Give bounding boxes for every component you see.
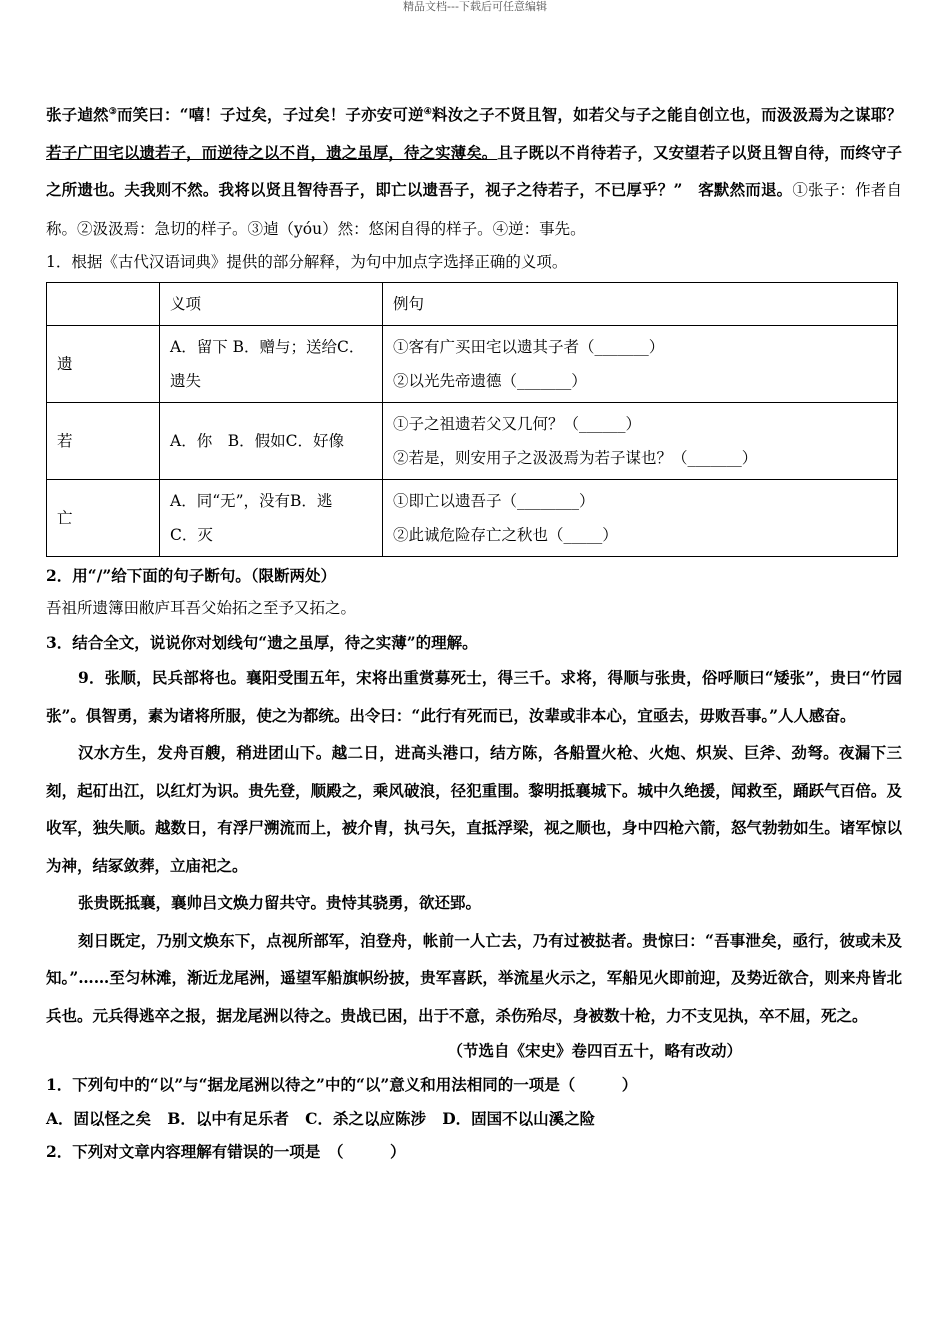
dotted-char: 以 xyxy=(363,1108,380,1128)
document-body xyxy=(46,96,902,1169)
mc-question-2: 2．下列对文章内容理解有错误的一项是 （ ） xyxy=(46,1142,406,1161)
dotted-char: 以 xyxy=(195,1108,212,1128)
option-text: 中有足乐者 xyxy=(211,1108,289,1128)
dotted-char: 以 xyxy=(517,1108,534,1128)
question-3: 3．结合全文，说说你对划线句“遗之虽厚，待之实薄”的理解。 xyxy=(46,632,478,652)
meanings-cell: A．同“无”，没有B．逃 C．灭 xyxy=(160,479,383,556)
table-header-cell xyxy=(47,282,160,325)
examples-cell xyxy=(383,479,898,556)
headword-cell: 若 xyxy=(47,402,160,479)
passage-text: 而笑曰：“嘻！子过矣，子过矣！子亦安可逆 xyxy=(116,105,424,124)
dotted-char: 以 xyxy=(89,1108,105,1128)
example-sentence: ②以光先帝遗德（_______） xyxy=(393,371,587,390)
dictionary-table xyxy=(46,282,898,557)
option-text: 应陈涉 xyxy=(379,1108,426,1128)
table-row xyxy=(47,325,898,402)
passage-text: 且子既以不肖待若子，又安望若子以贤且智自待，而终守子之所遗也。夫我则不然。我将以贤且智待吾子，即亡以遗吾子，视子之待若子，不已厚乎？” 客默然而退。 xyxy=(46,142,902,199)
meanings-cell: A．留下 B．赠与；送给C．遗失 xyxy=(160,325,383,402)
table-header-cell: 义项 xyxy=(160,282,383,325)
option-c xyxy=(305,1109,426,1128)
example-sentence: ②若是，则安用子之汲汲焉为若子谋也？（_______） xyxy=(393,448,758,467)
passage-text: 料汝之子不贤且智，如若父与子之能自创立也，而汲汲焉为之谋耶？ xyxy=(432,105,902,124)
option-text: 山溪之险 xyxy=(533,1108,596,1128)
examples-cell xyxy=(383,402,898,479)
passage-1 xyxy=(46,96,902,248)
passage-2-para-1: 9．张顺，民兵部将也。襄阳受围五年，宋将出重赏募死士，得三千。求将，得顺与张贵，俗呼顺曰“矮张”，贵曰“竹园张”。俱智勇，素为诸将所服，使之为都统。出令曰：“此行有死而已，汝辈或非本心，宜亟去，毋败吾事。”人人感奋。 xyxy=(46,668,902,725)
page-header: 精品文档---下载后可任意编辑 xyxy=(403,0,547,13)
example-sentence: ①子之祖遗若父又几何？（______） xyxy=(393,414,642,433)
table-row xyxy=(47,402,898,479)
option-text: 怪之矣 xyxy=(104,1108,152,1128)
passage-source: （节选自《宋史》卷四百五十，略有改动） xyxy=(447,1041,742,1060)
option-text: C．杀之 xyxy=(305,1108,364,1128)
underlined-sentence: 若子广田宅以遗若子，而逆待之以不肖，遗之虽厚，待之实薄矣。 xyxy=(46,142,498,162)
footnote-marker: ③ xyxy=(108,106,117,117)
headword-cell: 亡 xyxy=(47,479,160,556)
meanings-cell: A．你 B．假如C．好像 xyxy=(160,402,383,479)
table-header-cell: 例句 xyxy=(383,282,898,325)
option-text: A．固 xyxy=(46,1108,90,1128)
option-a xyxy=(46,1109,151,1128)
passage-2-para-3: 张贵既抵襄，襄帅吕文焕力留共守。贵恃其骁勇，欲还郢。 xyxy=(78,893,482,912)
option-text: D．固国不 xyxy=(442,1108,518,1128)
footnotes: ①张子：作者自称。②汲汲焉：急切的样子。③逌（yóu）然：悠闲自得的样子。④逆：事先。 xyxy=(46,181,902,238)
mc-options xyxy=(46,1102,902,1136)
question-2-sentence: 吾祖所遗簿田敝庐耳吾父始拓之至予又拓之。 xyxy=(46,599,357,617)
option-d xyxy=(442,1109,595,1128)
example-sentence: ①即亡以遗吾子（________） xyxy=(393,491,595,510)
passage-2-para-2: 汉水方生，发舟百艘，稍进团山下。越二日，进高头港口，结方陈，各船置火枪、火炮、炽炭、巨斧、劲弩。夜漏下三刻，起矴出江，以红灯为识。贵先登，顺殿之，乘风破浪，径犯重围。黎明抵襄城下。城中久绝援，闻救至，踊跃气百倍。及收军，独失顺。越数日，有浮尸溯流而上，被介胄，执弓矢，直抵浮梁，视之顺也，身中四枪六箭，怒气勃勃如生。诸军惊以为神，结冢敛葬，立庙祀之。 xyxy=(46,743,902,875)
passage-2-para-4: 刻日既定，乃别文焕东下，点视所部军，洎登舟，帐前一人亡去，乃有过被挞者。贵惊曰：“吾事泄矣，亟行，彼或未及知。”……至匀林滩，渐近龙尾洲，遥望军船旗帜纷披，贵军喜跃，举流星火示之，军船见火即前迎，及势近欲合，则来舟皆北兵也。元兵得逃卒之报，据龙尾洲以待之。贵战已困，出于不意，杀伤殆尽，身被数十枪，力不支见执，卒不屈，死之。 xyxy=(46,930,902,1025)
mc-question-1: 1．下列句中的“以”与“据龙尾洲以待之”中的“以”意义和用法相同的一项是（ ） xyxy=(46,1075,638,1094)
example-sentence: ①客有广买田宅以遗其子者（_______） xyxy=(393,337,665,356)
option-b xyxy=(167,1109,289,1128)
table-row xyxy=(47,479,898,556)
question-2: 2．用“/”给下面的句子断句。（限断两处） xyxy=(46,565,337,585)
question-1: 1．根据《古代汉语词典》提供的部分解释，为句中加点字选择正确的义项。 xyxy=(46,253,568,271)
examples-cell xyxy=(383,325,898,402)
passage-text: 张子逌然 xyxy=(46,105,109,124)
headword-cell: 遗 xyxy=(47,325,160,402)
example-sentence: ②此诚危险存亡之秋也（_____） xyxy=(393,525,618,544)
option-text: B． xyxy=(167,1108,196,1128)
footnote-marker: ④ xyxy=(423,106,433,117)
table-header-row xyxy=(47,282,898,325)
